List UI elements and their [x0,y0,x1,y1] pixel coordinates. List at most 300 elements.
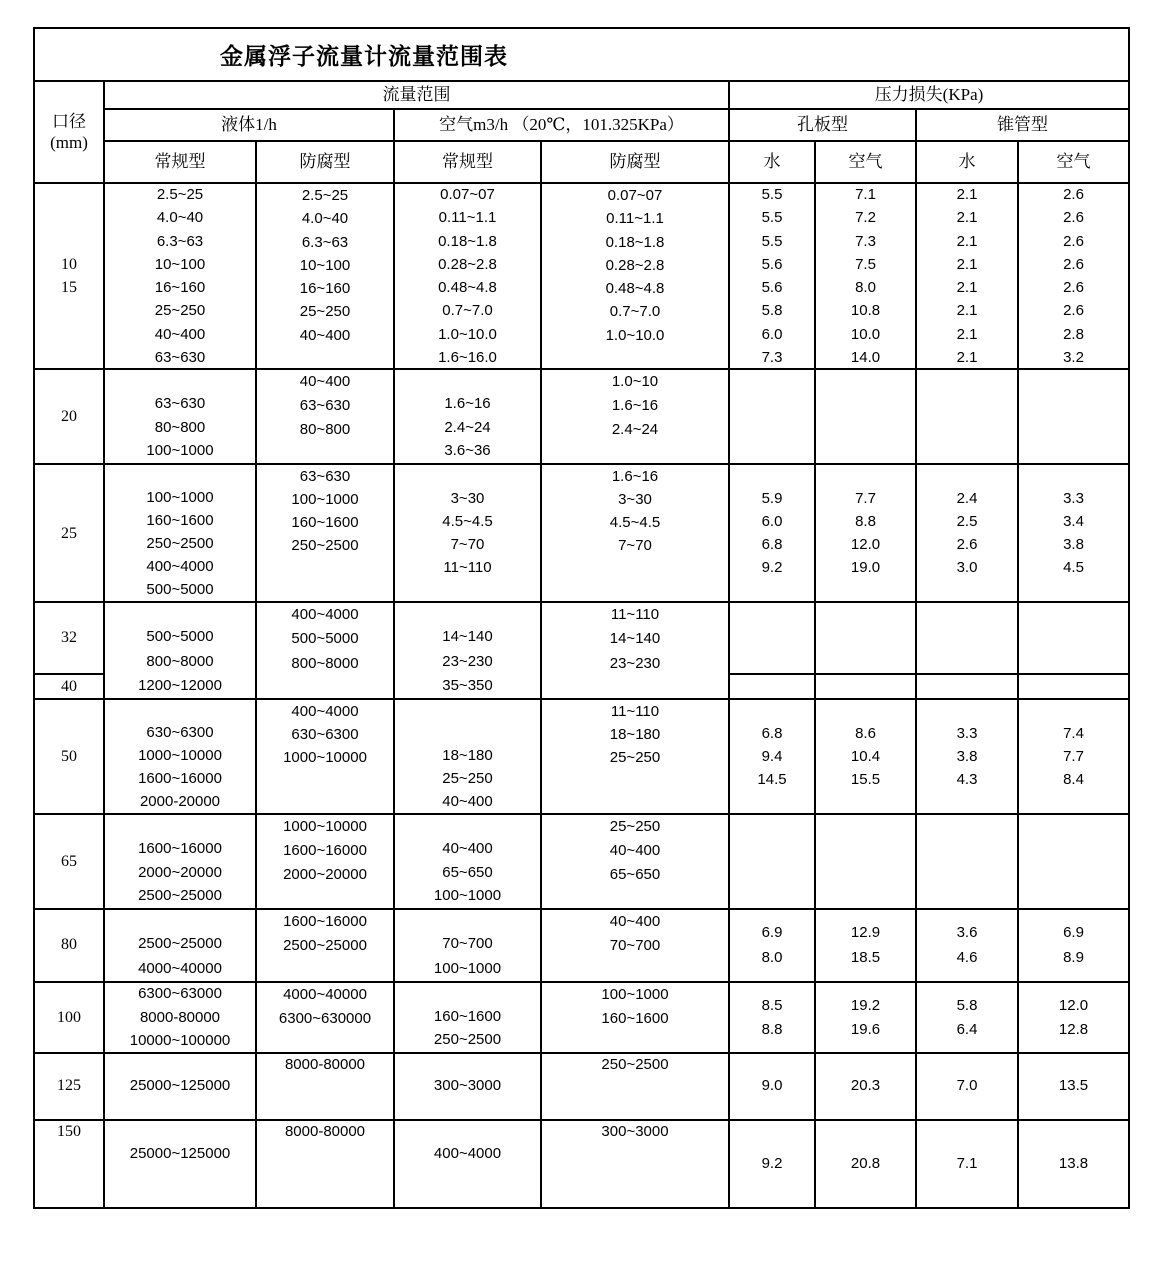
value-line: 8.5 [761,996,783,1014]
value-line: 6.8 [761,725,783,742]
value-line [730,465,814,487]
value-line: 100 [57,1008,81,1026]
value-line: 3.0 [956,559,978,576]
value-line: 150 [57,1123,81,1140]
value-line: 400~4000 [291,606,359,623]
cell-dn10-15-air-anticorrosion [542,184,730,370]
value-line: 2.6 [1063,279,1084,296]
value-line: 6.0 [761,513,783,530]
value-line: 7.4 [1063,725,1084,742]
value-line: 8.8 [855,513,876,530]
value-line: 23~230 [609,654,661,672]
value-line: 0.11~1.1 [606,210,664,228]
value-line: 7.0 [956,1077,978,1095]
cell-dn10-15-water-cone [917,184,1019,370]
value-line [1019,579,1128,601]
value-line: 40~400 [609,913,661,930]
value-line: 11~110 [610,703,660,720]
value-line: 2000-20000 [139,793,221,810]
value-line [542,441,728,463]
value-line: 9.4 [761,748,783,765]
value-line: 63~630 [299,468,351,485]
value-line: 9.2 [761,559,783,576]
value-line [542,676,728,698]
value-line [395,370,540,392]
value-line: 70~700 [442,935,493,953]
cell-dn32-40-air-anticorrosion [542,603,730,700]
cell-dn150-diameter [35,1121,105,1207]
cell-dn150-air-normal [395,1121,542,1207]
value-line: 160~1600 [146,512,214,529]
value-line: 6.3~63 [156,232,204,250]
value-line: 5.8 [956,996,978,1014]
value-line: 1600~16000 [283,841,367,859]
value-line [816,700,915,722]
value-line: 1600~16000 [138,770,222,787]
value-line [35,1143,103,1165]
cell-dn80-diameter [35,910,105,983]
value-line: 2.1 [956,279,978,296]
table-row-dn150 [35,1121,1128,1207]
cell-dn150-liquid-anticorrosion [257,1121,395,1207]
value-line: 2000~20000 [138,863,222,881]
cell-dn65-water-cone [917,815,1019,910]
value-line: 80~800 [154,418,206,436]
value-line: 20 [61,407,77,425]
value-line: 8.9 [1063,948,1084,966]
table-row-dn50 [35,700,1128,815]
value-line [105,1054,255,1075]
value-line [1019,700,1128,722]
value-line: 6.9 [761,924,783,942]
value-line [105,370,255,392]
value-line: 4000~40000 [283,986,367,1003]
value-line [395,910,540,932]
value-line: 2.1 [956,302,978,320]
split-top-air-orifice [816,603,915,675]
value-line: 35~350 [442,676,493,694]
value-line: 1.0~10.0 [438,325,497,343]
value-line: 3.3 [956,725,978,742]
value-line [542,1143,728,1165]
value-line: 12.8 [1058,1020,1089,1038]
value-line: 1000~10000 [138,747,222,764]
value-line: 7.3 [855,232,876,250]
cell-dn20-water-orifice [730,370,816,465]
value-line [395,1164,540,1186]
cell-dn150-air-anticorrosion [542,1121,730,1207]
value-line: 500~5000 [291,630,359,648]
value-line: 125 [57,1077,81,1095]
value-line: 25~250 [154,302,206,320]
cell-dn150-water-orifice [730,1121,816,1207]
value-line: 250~2500 [601,1056,669,1073]
cell-dn80-liquid-normal [105,910,257,983]
value-line: 8000-80000 [284,1123,366,1140]
value-line: 10.0 [850,325,881,343]
cell-dn25-water-orifice [730,465,816,603]
value-line: 4.0~40 [301,210,349,228]
header-anti-air: 防腐型 [542,142,730,184]
value-line: 0.48~4.8 [438,279,497,296]
cell-dn65-water-orifice [730,815,816,910]
value-line: 1200~12000 [138,676,222,694]
cell-dn10-15-air-normal [395,184,542,370]
value-line: 2.4~24 [444,418,491,436]
value-line: 500~5000 [146,581,214,598]
value-line [917,465,1017,487]
value-line [105,700,255,721]
cell-dn32-40-liquid-normal [105,603,257,700]
value-line: 1.6~16.0 [438,348,497,366]
header-cone-type: 锥管型 [917,110,1128,142]
value-line: 2500~25000 [138,887,222,905]
value-line [395,722,540,744]
value-line [542,1098,728,1119]
value-line: 10.8 [850,302,881,320]
value-line: 40~400 [154,325,206,343]
value-line [816,791,915,813]
value-line [257,886,393,908]
value-line: 0.7~7.0 [609,303,661,321]
cell-dn10-15-air-cone [1019,184,1128,370]
value-line: 0.28~2.8 [605,256,665,274]
value-line [917,791,1017,813]
value-line [257,1164,393,1186]
split-bottom-air-orifice [816,675,915,698]
cell-dn20-liquid-anticorrosion [257,370,395,465]
cell-dn100-air-cone [1019,983,1128,1054]
value-line: 1.0~10 [611,373,659,390]
value-line: 4.5~4.5 [442,513,493,530]
value-line: 18.5 [850,948,881,966]
value-line: 13.8 [1058,1155,1089,1173]
value-line: 3.6~36 [444,442,491,460]
value-line: 7.7 [855,490,876,507]
cell-dn20-liquid-normal [105,370,257,465]
value-line [35,1164,103,1186]
split-bottom-water-orifice [730,675,814,698]
value-line [105,1164,255,1186]
value-line: 6.8 [761,536,783,553]
value-line [395,700,540,722]
cell-dn50-air-cone [1019,700,1128,815]
value-line: 6.9 [1063,924,1084,942]
cell-dn150-air-cone [1019,1121,1128,1207]
cell-dn50-air-orifice [816,700,917,815]
value-line [257,1030,393,1052]
value-line: 5.9 [761,490,783,507]
value-line [395,1121,540,1143]
cell-dn125-air-anticorrosion [542,1054,730,1121]
header-flow-range: 流量范围 [105,82,730,110]
value-line [257,441,393,463]
value-line [35,322,103,345]
value-line [542,959,728,981]
header-water-cone: 水 [917,142,1019,184]
cell-dn125-air-orifice [816,1054,917,1121]
value-line [542,886,728,908]
value-line: 65~650 [609,865,661,883]
value-line: 6300~630000 [278,1009,372,1027]
value-line: 0.07~07 [440,186,495,203]
cell-dn50-air-anticorrosion [542,700,730,815]
value-line: 2.8 [1063,325,1084,343]
cell-dn100-liquid-anticorrosion [257,983,395,1054]
value-line: 19.6 [850,1020,881,1038]
cell-dn25-air-orifice [816,465,917,603]
value-line: 2.5~25 [301,187,349,204]
value-line: 500~5000 [146,628,214,646]
value-line: 2.6 [1063,302,1084,320]
value-line: 11~110 [443,559,492,576]
value-line [105,465,255,486]
value-line: 7.7 [1063,748,1084,765]
value-line: 3.3 [1063,490,1084,507]
value-line: 300~3000 [433,1077,502,1095]
cell-dn65-liquid-anticorrosion [257,815,395,910]
value-line [257,1186,393,1208]
value-line: 0.11~1.1 [438,209,497,227]
cell-dn150-liquid-normal [105,1121,257,1207]
title-row [35,29,1128,82]
value-line: 8.6 [855,725,876,742]
value-line [1019,465,1128,487]
value-line [395,465,540,487]
value-line: 1600~16000 [138,839,222,857]
cell-dn32-40-air-cone [1019,603,1128,700]
value-line: 160~1600 [291,514,359,531]
value-line [542,579,728,601]
cell-dn100-diameter [35,983,105,1054]
cell-dn150-water-cone [917,1121,1019,1207]
value-line: 5.8 [761,302,783,320]
cell-dn50-liquid-anticorrosion [257,700,395,815]
value-line: 3.2 [1063,348,1084,366]
value-line [395,815,540,837]
value-line: 40~400 [442,839,493,857]
value-line: 14.5 [757,771,787,788]
value-line: 65 [61,852,77,870]
value-line: 250~2500 [146,535,214,552]
value-line: 0.48~4.8 [605,280,665,297]
value-line [105,603,255,625]
value-line: 20.3 [850,1077,881,1095]
cell-dn32-40-water-orifice [730,603,816,700]
split-top-water-cone [917,603,1017,675]
value-line: 0.28~2.8 [438,255,497,273]
value-line: 400~4000 [146,558,214,575]
cell-dn20-diameter [35,370,105,465]
value-line [257,1076,393,1097]
value-line: 0.18~1.8 [438,232,497,250]
value-line [542,1186,728,1208]
value-line [395,1098,540,1119]
value-line: 65~650 [442,863,493,881]
value-line: 2.1 [956,232,978,250]
value-line: 10 [61,255,77,273]
value-line [395,983,540,1005]
value-line: 250~2500 [433,1031,502,1049]
value-line: 630~6300 [146,724,214,741]
value-line [542,557,728,579]
value-line: 4.3 [956,771,978,788]
cell-dn50-diameter [35,700,105,815]
table-row-dn80 [35,910,1128,983]
value-line: 19.0 [850,559,881,576]
value-line [35,184,103,207]
value-line [816,465,915,487]
value-line: 16~160 [299,280,351,297]
value-line [105,910,255,932]
value-line [35,230,103,253]
header-orifice-type: 孔板型 [730,110,917,142]
value-line [816,579,915,601]
cell-dn10-15-liquid-normal [105,184,257,370]
value-line: 100~1000 [146,442,214,460]
value-line [730,579,814,601]
value-line: 10000~100000 [129,1032,231,1050]
value-line: 12.9 [850,924,881,942]
value-line: 10.4 [850,748,881,765]
cell-dn125-air-normal [395,1054,542,1121]
value-line: 2000~20000 [283,865,367,883]
value-line [395,1054,540,1075]
header-diameter [35,82,105,184]
cell-dn25-liquid-normal [105,465,257,603]
cell-dn100-water-cone [917,983,1019,1054]
value-line: 14~140 [609,630,661,648]
value-line: 3.8 [956,748,978,765]
split-bottom-water-cone [917,675,1017,698]
value-line: 15.5 [850,771,881,788]
value-line: 14~140 [442,628,493,646]
value-line: 2.6 [956,536,978,553]
value-line [917,700,1017,722]
value-line: 1000~10000 [283,818,367,835]
value-line [257,1098,393,1119]
value-line: 3.8 [1063,536,1084,553]
value-line: 1.6~16 [611,468,659,485]
value-line [395,603,540,625]
value-line: 5.6 [761,255,783,273]
value-line [35,345,103,368]
value-line: 300~3000 [601,1123,669,1140]
header-anti-liquid: 防腐型 [257,142,395,184]
cell-dn125-liquid-normal [105,1054,257,1121]
cell-dn32-40-air-normal [395,603,542,700]
cell-dn10-15-air-orifice [816,184,917,370]
value-line: 100~1000 [433,887,502,905]
value-line [1019,791,1128,813]
table-row-dn125 [35,1054,1128,1121]
table-header [35,82,1128,184]
value-line: 5.6 [761,279,783,296]
value-line [542,769,728,791]
value-line: 8000-80000 [284,1056,366,1073]
value-line: 40~400 [609,841,661,859]
value-line: 12.0 [850,536,881,553]
value-line: 4000~40000 [138,959,222,977]
value-line: 11~110 [610,606,660,623]
value-line: 80~800 [299,420,351,438]
value-line [35,299,103,322]
table-row-dn20 [35,370,1128,465]
cell-dn125-water-orifice [730,1054,816,1121]
value-line: 15 [61,279,77,296]
value-line [730,791,814,813]
cell-dn25-air-normal [395,465,542,603]
value-line [105,815,255,837]
value-line: 0.07~07 [607,187,663,204]
value-line [542,347,728,368]
cell-dn100-air-normal [395,983,542,1054]
value-line [105,1186,255,1208]
value-line: 19.2 [850,996,881,1014]
value-line: 2.6 [1063,232,1084,250]
value-line: 12.0 [1058,996,1089,1014]
value-line [917,579,1017,601]
value-line: 0.7~7.0 [442,302,493,320]
value-line: 25000~125000 [129,1144,231,1162]
value-line: 3.6 [956,924,978,942]
value-line: 1.6~16 [444,394,491,412]
cell-dn150-air-orifice [816,1121,917,1207]
cell-dn80-air-cone [1019,910,1128,983]
value-line: 2.1 [956,186,978,203]
value-line: 800~8000 [291,654,359,672]
value-line: 14.0 [850,348,881,366]
cell-dn20-air-cone [1019,370,1128,465]
value-line: 630~6300 [291,726,359,743]
value-line: 2.6 [1063,186,1084,203]
value-line [257,676,393,698]
value-line: 160~1600 [433,1007,502,1025]
cell-dn20-air-orifice [816,370,917,465]
cell-dn32-40-diameter [35,603,105,700]
cell-dn32-40-water-cone [917,603,1019,700]
cell-dn65-diameter [35,815,105,910]
value-line: 1000~10000 [283,749,367,766]
value-line: 100~1000 [146,489,214,506]
value-line: 40~400 [442,793,493,810]
cell-dn65-air-cone [1019,815,1128,910]
cell-dn10-15-diameter [35,184,105,370]
value-line [105,1098,255,1119]
value-line: 7.2 [855,209,876,227]
header-normal-liquid: 常规型 [105,142,257,184]
value-line: 8.0 [855,279,876,296]
value-line: 7~70 [450,536,485,553]
split-bottom-air-cone [1019,675,1128,698]
header-water-orifice: 水 [730,142,816,184]
value-line: 40~400 [299,326,351,344]
table-row-dn32-40 [35,603,1128,700]
value-line: 13.5 [1058,1077,1089,1095]
split-top-air-cone [1019,603,1128,675]
value-line: 63~630 [154,394,206,412]
value-line: 18~180 [442,747,493,764]
cell-dn80-air-anticorrosion [542,910,730,983]
value-line: 6.0 [761,325,783,343]
value-line: 2500~25000 [138,935,222,953]
value-line: 2.1 [956,325,978,343]
value-line: 3~30 [450,490,485,507]
header-air-orifice: 空气 [816,142,917,184]
cell-dn100-air-orifice [816,983,917,1054]
value-line [542,791,728,813]
value-line: 6.3~63 [301,233,349,251]
